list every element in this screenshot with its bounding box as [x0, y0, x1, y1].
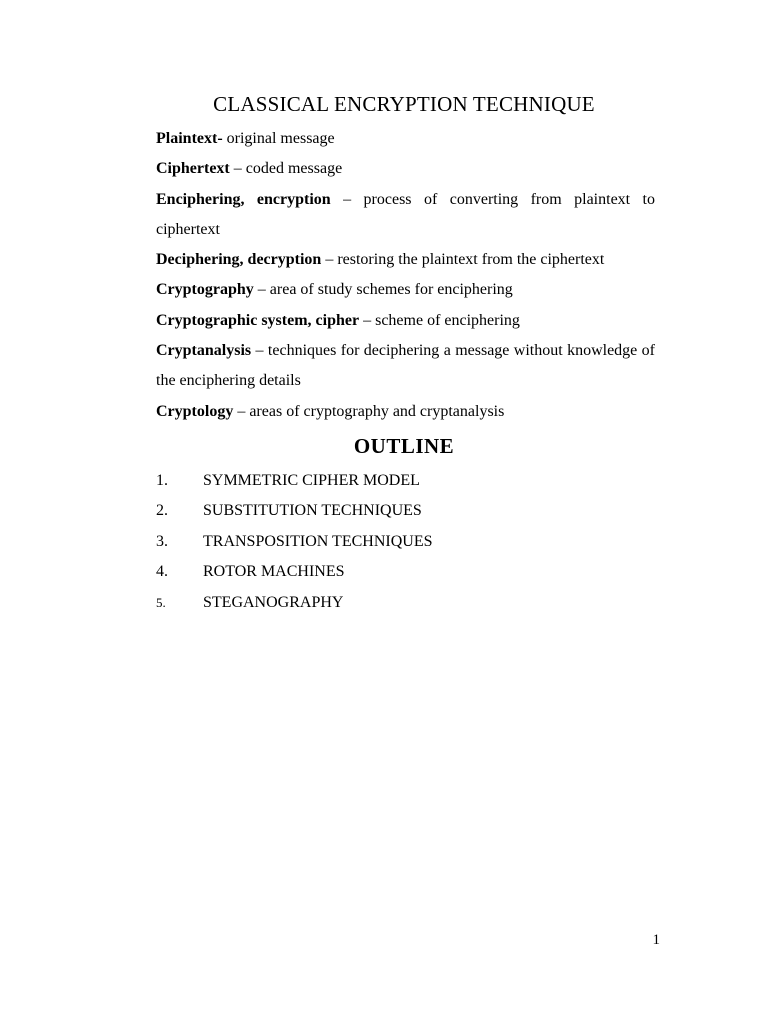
- outline-item-label: SYMMETRIC CIPHER MODEL: [203, 472, 420, 489]
- definition-separator: –: [229, 160, 246, 178]
- outline-item-label: SUBSTITUTION TECHNIQUES: [203, 502, 422, 520]
- outline-item: [156, 466, 655, 496]
- definition-term: Deciphering, decryption: [156, 251, 322, 269]
- page-title: CLASSICAL ENCRYPTION TECHNIQUE: [213, 92, 595, 116]
- definition-text: area of study schemes for enciphering: [269, 281, 513, 299]
- outline-item-label: ROTOR MACHINES: [203, 563, 345, 581]
- definition-text: coded message: [245, 160, 343, 178]
- definition-ciphertext: [156, 154, 655, 184]
- definition-text: techniques for deciphering a message without knowledge of the enciphering details: [156, 342, 656, 390]
- definition-separator: –: [359, 311, 376, 329]
- definition-plaintext: [156, 124, 655, 154]
- definition-term: Cryptanalysis: [156, 342, 252, 360]
- outline-item-number: 3.: [156, 532, 168, 550]
- definition-separator: –: [253, 281, 270, 299]
- definition-text: original message: [226, 130, 335, 147]
- definition-text: restoring the plaintext from the ciphertext: [337, 251, 605, 269]
- definition-cryptography: [156, 275, 655, 305]
- outline-item: [156, 527, 655, 557]
- definition-separator: –: [233, 402, 250, 420]
- outline-heading: OUTLINE: [353, 434, 455, 458]
- outline-item-number: 5.: [156, 594, 166, 610]
- outline-item-number: 1.: [156, 472, 168, 489]
- definition-cryptographic-system: [156, 306, 655, 336]
- outline-item-number: 2.: [156, 502, 168, 520]
- definition-term: Enciphering, encryption: [156, 190, 331, 208]
- definition-cryptology: [156, 397, 655, 427]
- outline-item: [156, 588, 655, 618]
- definition-separator: –: [330, 190, 364, 208]
- definition-term: Ciphertext: [156, 160, 230, 178]
- definition-text: process of converting from plaintext to ciphertext: [156, 190, 655, 238]
- page-number: 1: [652, 932, 660, 948]
- definition-text: scheme of enciphering: [375, 311, 520, 329]
- outline-list: [156, 466, 655, 618]
- definition-term: Cryptology: [156, 402, 234, 420]
- outline-item-number: 4.: [156, 563, 168, 581]
- definition-text: areas of cryptography and cryptanalysis: [249, 402, 505, 420]
- definitions-list: [156, 124, 655, 427]
- definition-separator: –: [251, 342, 268, 360]
- outline-item-label: TRANSPOSITION TECHNIQUES: [203, 532, 433, 550]
- definition-term: Cryptographic system, cipher: [156, 311, 360, 329]
- definition-enciphering: [156, 185, 655, 246]
- definition-cryptanalysis: [156, 336, 655, 397]
- definition-deciphering: [156, 245, 655, 275]
- definition-term: Cryptography: [156, 281, 254, 299]
- definition-term: Plaintext-: [156, 130, 223, 147]
- definition-separator: –: [321, 251, 338, 269]
- outline-item: [156, 557, 655, 587]
- outline-item: [156, 496, 655, 526]
- outline-item-label: STEGANOGRAPHY: [203, 593, 344, 611]
